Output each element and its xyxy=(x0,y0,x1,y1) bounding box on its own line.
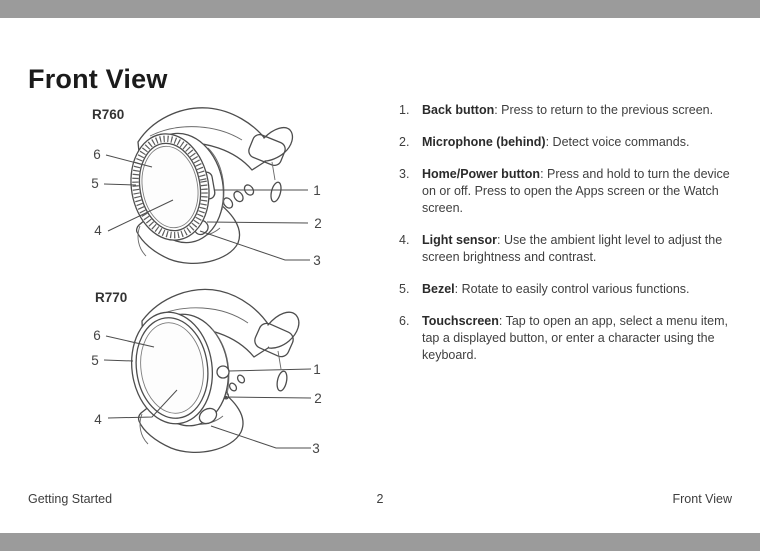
footer-section-name: Getting Started xyxy=(28,492,113,506)
feature-term: Light sensor xyxy=(422,233,498,247)
back-button-shape xyxy=(217,366,229,378)
feature-term: Touchscreen xyxy=(422,314,499,328)
feature-text xyxy=(422,102,737,119)
callout-5: 5 xyxy=(91,176,99,191)
feature-number: 3. xyxy=(399,167,410,181)
feature-item-microphone xyxy=(399,134,737,151)
feature-number: 6. xyxy=(399,314,410,328)
callout-2: 2 xyxy=(314,216,322,231)
feature-desc: : Detect voice commands. xyxy=(545,135,690,149)
page-title: Front View xyxy=(28,64,168,95)
feature-term: Back button xyxy=(422,103,495,117)
feature-term: Microphone (behind) xyxy=(422,135,546,149)
callout-1: 1 xyxy=(313,183,321,198)
feature-item-touchscreen xyxy=(399,313,737,364)
model-label-r770: R770 xyxy=(95,290,128,305)
footer-page-title: Front View xyxy=(672,492,733,506)
bottom-border-bar xyxy=(0,533,760,551)
callout-2: 2 xyxy=(314,391,322,406)
feature-text xyxy=(422,313,737,364)
page-footer xyxy=(28,492,732,506)
model-label-r760: R760 xyxy=(92,107,125,122)
callout-4: 4 xyxy=(94,412,102,427)
feature-desc: : Press and hold to turn the device on or off. Press to open the Apps screen or the Watch screen. xyxy=(422,167,730,215)
feature-term: Home/Power button xyxy=(422,167,541,181)
watch-diagram-r770 xyxy=(80,285,340,465)
feature-desc: : Press to return to the previous screen. xyxy=(494,103,714,117)
watch-front-illustration-r760 xyxy=(80,100,340,275)
feature-number: 2. xyxy=(399,135,410,149)
top-border-bar xyxy=(0,0,760,18)
strap-holes xyxy=(222,183,256,210)
feature-list xyxy=(399,102,737,379)
watch-front-illustration-r770 xyxy=(80,285,340,465)
feature-term: Bezel xyxy=(422,282,455,296)
feature-number: 4. xyxy=(399,233,410,247)
feature-item-back-button xyxy=(399,102,737,119)
feature-item-home-power-button xyxy=(399,166,737,217)
feature-desc: : Use the ambient light level to adjust the screen brightness and contrast. xyxy=(422,233,723,264)
feature-item-bezel xyxy=(399,281,737,298)
feature-item-light-sensor xyxy=(399,232,737,266)
callout-1: 1 xyxy=(313,362,321,377)
callout-4: 4 xyxy=(94,223,102,238)
feature-number: 5. xyxy=(399,282,410,296)
callout-3: 3 xyxy=(312,441,320,456)
feature-desc: : Rotate to easily control various functions. xyxy=(454,282,690,296)
feature-text xyxy=(422,232,737,266)
callout-5: 5 xyxy=(91,353,99,368)
callout-6: 6 xyxy=(93,147,101,162)
callout-3: 3 xyxy=(313,253,321,268)
feature-number: 1. xyxy=(399,103,410,117)
footer-page-number: 2 xyxy=(376,492,384,506)
watch-diagram-r760 xyxy=(80,100,340,275)
feature-text xyxy=(422,281,737,298)
feature-text xyxy=(422,134,737,151)
callout-6: 6 xyxy=(93,328,101,343)
feature-text xyxy=(422,166,737,217)
feature-desc: : Tap to open an app, select a menu item, tap a displayed button, or enter a character using the keyboard. xyxy=(422,314,728,362)
